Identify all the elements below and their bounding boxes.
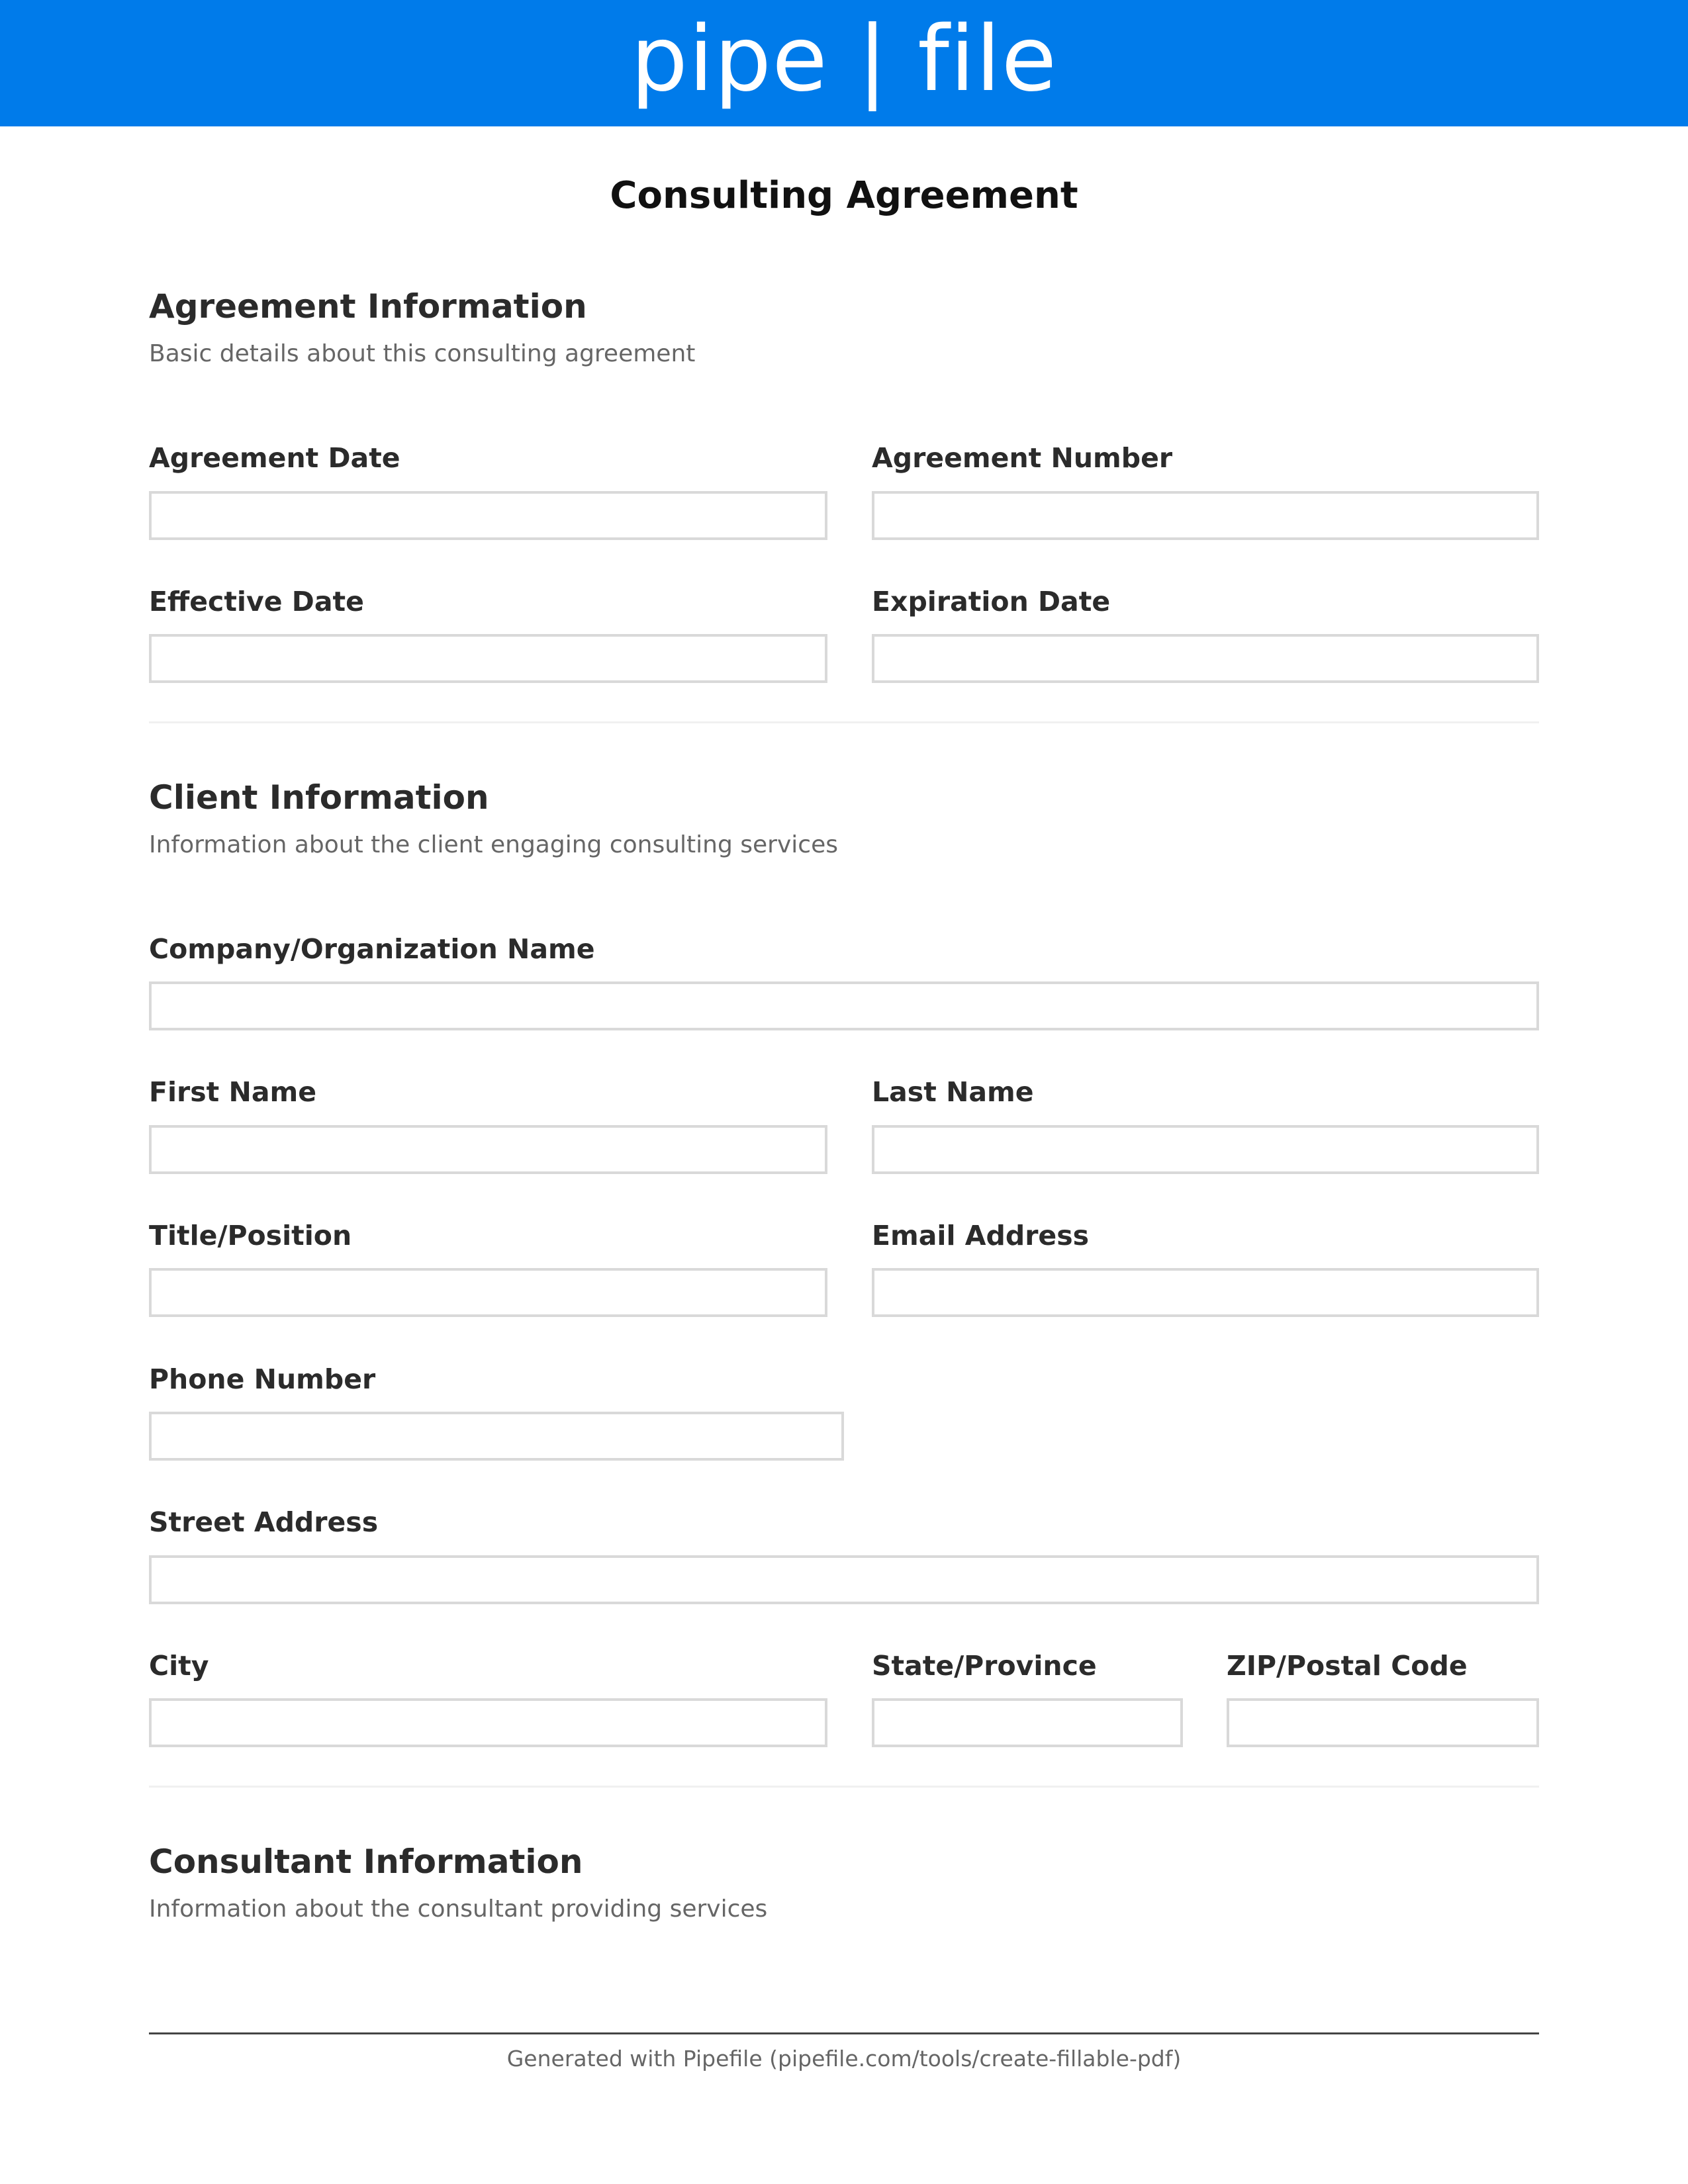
email-address-label: Email Address <box>872 1220 1090 1251</box>
phone-number-label: Phone Number <box>149 1363 376 1395</box>
section-title-consultant: Consultant Information <box>149 1843 583 1881</box>
section-subtitle-agreement: Basic details about this consulting agreement <box>149 340 696 367</box>
section-title-client: Client Information <box>149 778 489 817</box>
first-name-label: First Name <box>149 1076 317 1108</box>
document-title: Consulting Agreement <box>610 174 1078 217</box>
footer-text: Generated with Pipefile (pipefile.com/tools/create-fillable-pdf) <box>506 2046 1182 2071</box>
street-address-label: Street Address <box>149 1506 379 1538</box>
company-name-label: Company/Organization Name <box>149 933 595 965</box>
footer-divider <box>149 2032 1539 2034</box>
expiration-date-field[interactable] <box>872 634 1539 683</box>
last-name-label: Last Name <box>872 1076 1034 1108</box>
city-field[interactable] <box>149 1698 827 1747</box>
effective-date-field[interactable] <box>149 634 827 683</box>
state-province-field[interactable] <box>872 1698 1183 1747</box>
company-name-field[interactable] <box>149 981 1539 1030</box>
zip-postal-code-label: ZIP/Postal Code <box>1227 1650 1468 1682</box>
effective-date-label: Effective Date <box>149 586 364 617</box>
street-address-field[interactable] <box>149 1555 1539 1604</box>
last-name-field[interactable] <box>872 1125 1539 1174</box>
agreement-date-field[interactable] <box>149 491 827 540</box>
agreement-date-label: Agreement Date <box>149 442 400 474</box>
phone-number-field[interactable] <box>149 1412 844 1461</box>
agreement-number-field[interactable] <box>872 491 1539 540</box>
section-divider <box>149 721 1539 723</box>
pipefile-logo: pipe | file <box>630 7 1058 112</box>
first-name-field[interactable] <box>149 1125 827 1174</box>
title-position-field[interactable] <box>149 1268 827 1317</box>
email-address-field[interactable] <box>872 1268 1539 1317</box>
zip-postal-code-field[interactable] <box>1227 1698 1539 1747</box>
agreement-number-label: Agreement Number <box>872 442 1173 474</box>
header-banner <box>0 0 1688 126</box>
expiration-date-label: Expiration Date <box>872 586 1111 617</box>
city-label: City <box>149 1650 209 1682</box>
section-subtitle-consultant: Information about the consultant providing services <box>149 1895 768 1923</box>
title-position-label: Title/Position <box>149 1220 352 1251</box>
state-province-label: State/Province <box>872 1650 1097 1682</box>
section-title-agreement: Agreement Information <box>149 287 587 326</box>
section-divider <box>149 1786 1539 1788</box>
section-subtitle-client: Information about the client engaging consulting services <box>149 831 838 858</box>
